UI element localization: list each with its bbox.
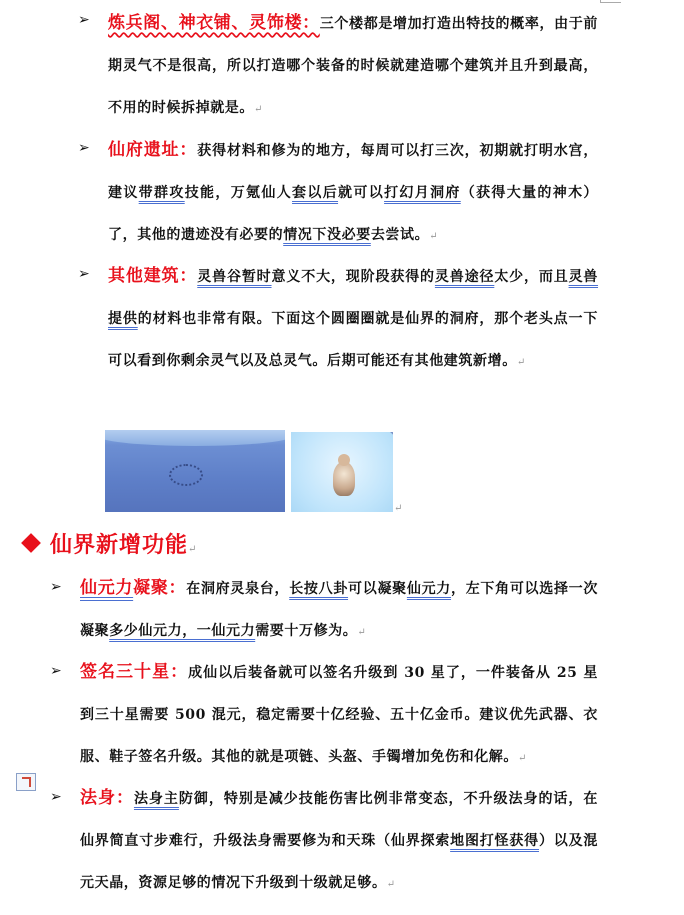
item-text: 三个楼都是增加打造出特技的概率，由于前期灵气不是很高，所以打造哪个装备的时候就建造哪个建筑并且升到最高，不用的时候拆掉就是。 (108, 16, 598, 116)
circle-portal-icon (169, 464, 203, 486)
underlined-text: 仙元力 (406, 581, 452, 597)
old-man-figure-icon (333, 462, 355, 496)
item-text: 成仙以后装备就可以签名升级到 30 星了，一件装备从 25 星到三十星需要 500 混元，稳定需要十亿经验、五十亿金币。建议优先武器、衣服、鞋子签名升级。其他的就是项链、头盔、手镯增加免伤和化解。 (80, 665, 598, 765)
arrow-bullet-icon: ➢ (50, 579, 62, 595)
item-text: （获得大量的神木）了，其他的遗迹没有必要的 (108, 185, 599, 243)
paragraph (108, 2, 598, 131)
underlined-text: 灵兽途径 (434, 269, 495, 285)
item-text: 技能，万氪仙人 (184, 185, 293, 201)
item-text: 需要十万修为。 (255, 623, 358, 639)
item-label: 仙府遗址： (108, 140, 198, 160)
item-text: ）以及混元天晶，资源足够的情况下升级到十级就足够。 (80, 833, 599, 891)
item-text: 就可以 (338, 185, 385, 201)
paragraph-mark: ↵ (429, 231, 439, 242)
item-text: 可以凝聚 (348, 581, 407, 597)
underlined-text: 地图打怪获得 (450, 833, 539, 849)
item-text: 防御，特别是减少技能伤害比例非常变态，不升级法身的话，在仙界简直寸步难行，升级法身需要修为和天珠（仙界探索 (80, 791, 598, 849)
diamond-bullet-icon (21, 533, 41, 553)
arrow-bullet-icon: ➢ (78, 12, 90, 28)
item-label: 仙元力 (80, 578, 134, 598)
paragraph (80, 777, 598, 906)
underlined-text: 打幻月洞府 (384, 185, 461, 201)
item-text: 获得材料和修为的地方，每周可以打三次，初期就打明水宫，建议 (108, 143, 599, 201)
old-man-screenshot (291, 432, 393, 512)
underlined-text: 长按八卦 (289, 581, 349, 597)
paragraph-mark: ↵ (516, 357, 526, 368)
item-text: ，左下角可以选择一次凝聚 (80, 581, 598, 639)
paragraph (108, 255, 598, 384)
item-label: 其他建筑： (108, 266, 198, 286)
paragraph-mark: ↵ (386, 879, 396, 890)
paragraph-mark: ↵ (254, 104, 263, 115)
underlined-text: 带群攻 (138, 185, 185, 201)
underlined-text: 情况下没必要 (283, 227, 371, 243)
item-label: 法身： (80, 788, 134, 808)
section-title: 仙界新增功能 (50, 532, 189, 558)
paragraph (108, 129, 598, 258)
paragraph-mark: ↵ (394, 503, 403, 514)
item-text: 在洞府灵泉台， (186, 581, 290, 597)
item-text: 去尝试。 (370, 227, 430, 243)
underlined-text: 灵兽提供 (108, 269, 599, 327)
item-label: 炼兵阁、神衣铺、灵饰楼： (108, 13, 320, 33)
arrow-bullet-icon: ➢ (50, 789, 62, 805)
underlined-text: 灵兽谷暂时 (197, 269, 272, 285)
underlined-text: 多少仙元力，一仙元力 (109, 623, 256, 639)
old-man-head (338, 454, 350, 466)
pool-rim (105, 430, 285, 446)
paragraph (80, 651, 598, 780)
item-label: 凝聚： (133, 578, 187, 598)
arrow-bullet-icon: ➢ (50, 663, 62, 679)
paragraph (80, 567, 598, 654)
item-label: 签名三十星： (80, 662, 189, 682)
paragraph-mark: ↵ (518, 753, 527, 764)
item-text: 太少，而且 (494, 269, 569, 285)
arrow-bullet-icon: ➢ (78, 266, 90, 282)
arrow-bullet-icon: ➢ (78, 140, 90, 156)
underlined-text: 法身主 (133, 791, 179, 807)
item-text: 意义不大，现阶段获得的 (271, 269, 435, 285)
cave-residence-screenshot (105, 430, 285, 512)
comment-note-icon[interactable] (16, 773, 36, 791)
paragraph-mark: ↵ (357, 627, 367, 638)
section-heading (24, 528, 197, 559)
paragraph-mark: ↵ (188, 544, 198, 555)
item-text: 的材料也非常有限。下面这个圆圈圈就是仙界的洞府，那个老头点一下可以看到你剩余灵气以及总灵气。后期可能还有其他建筑新增。 (108, 311, 598, 369)
page-corner-mark (600, 0, 621, 3)
underlined-text: 套以后 (292, 185, 339, 201)
